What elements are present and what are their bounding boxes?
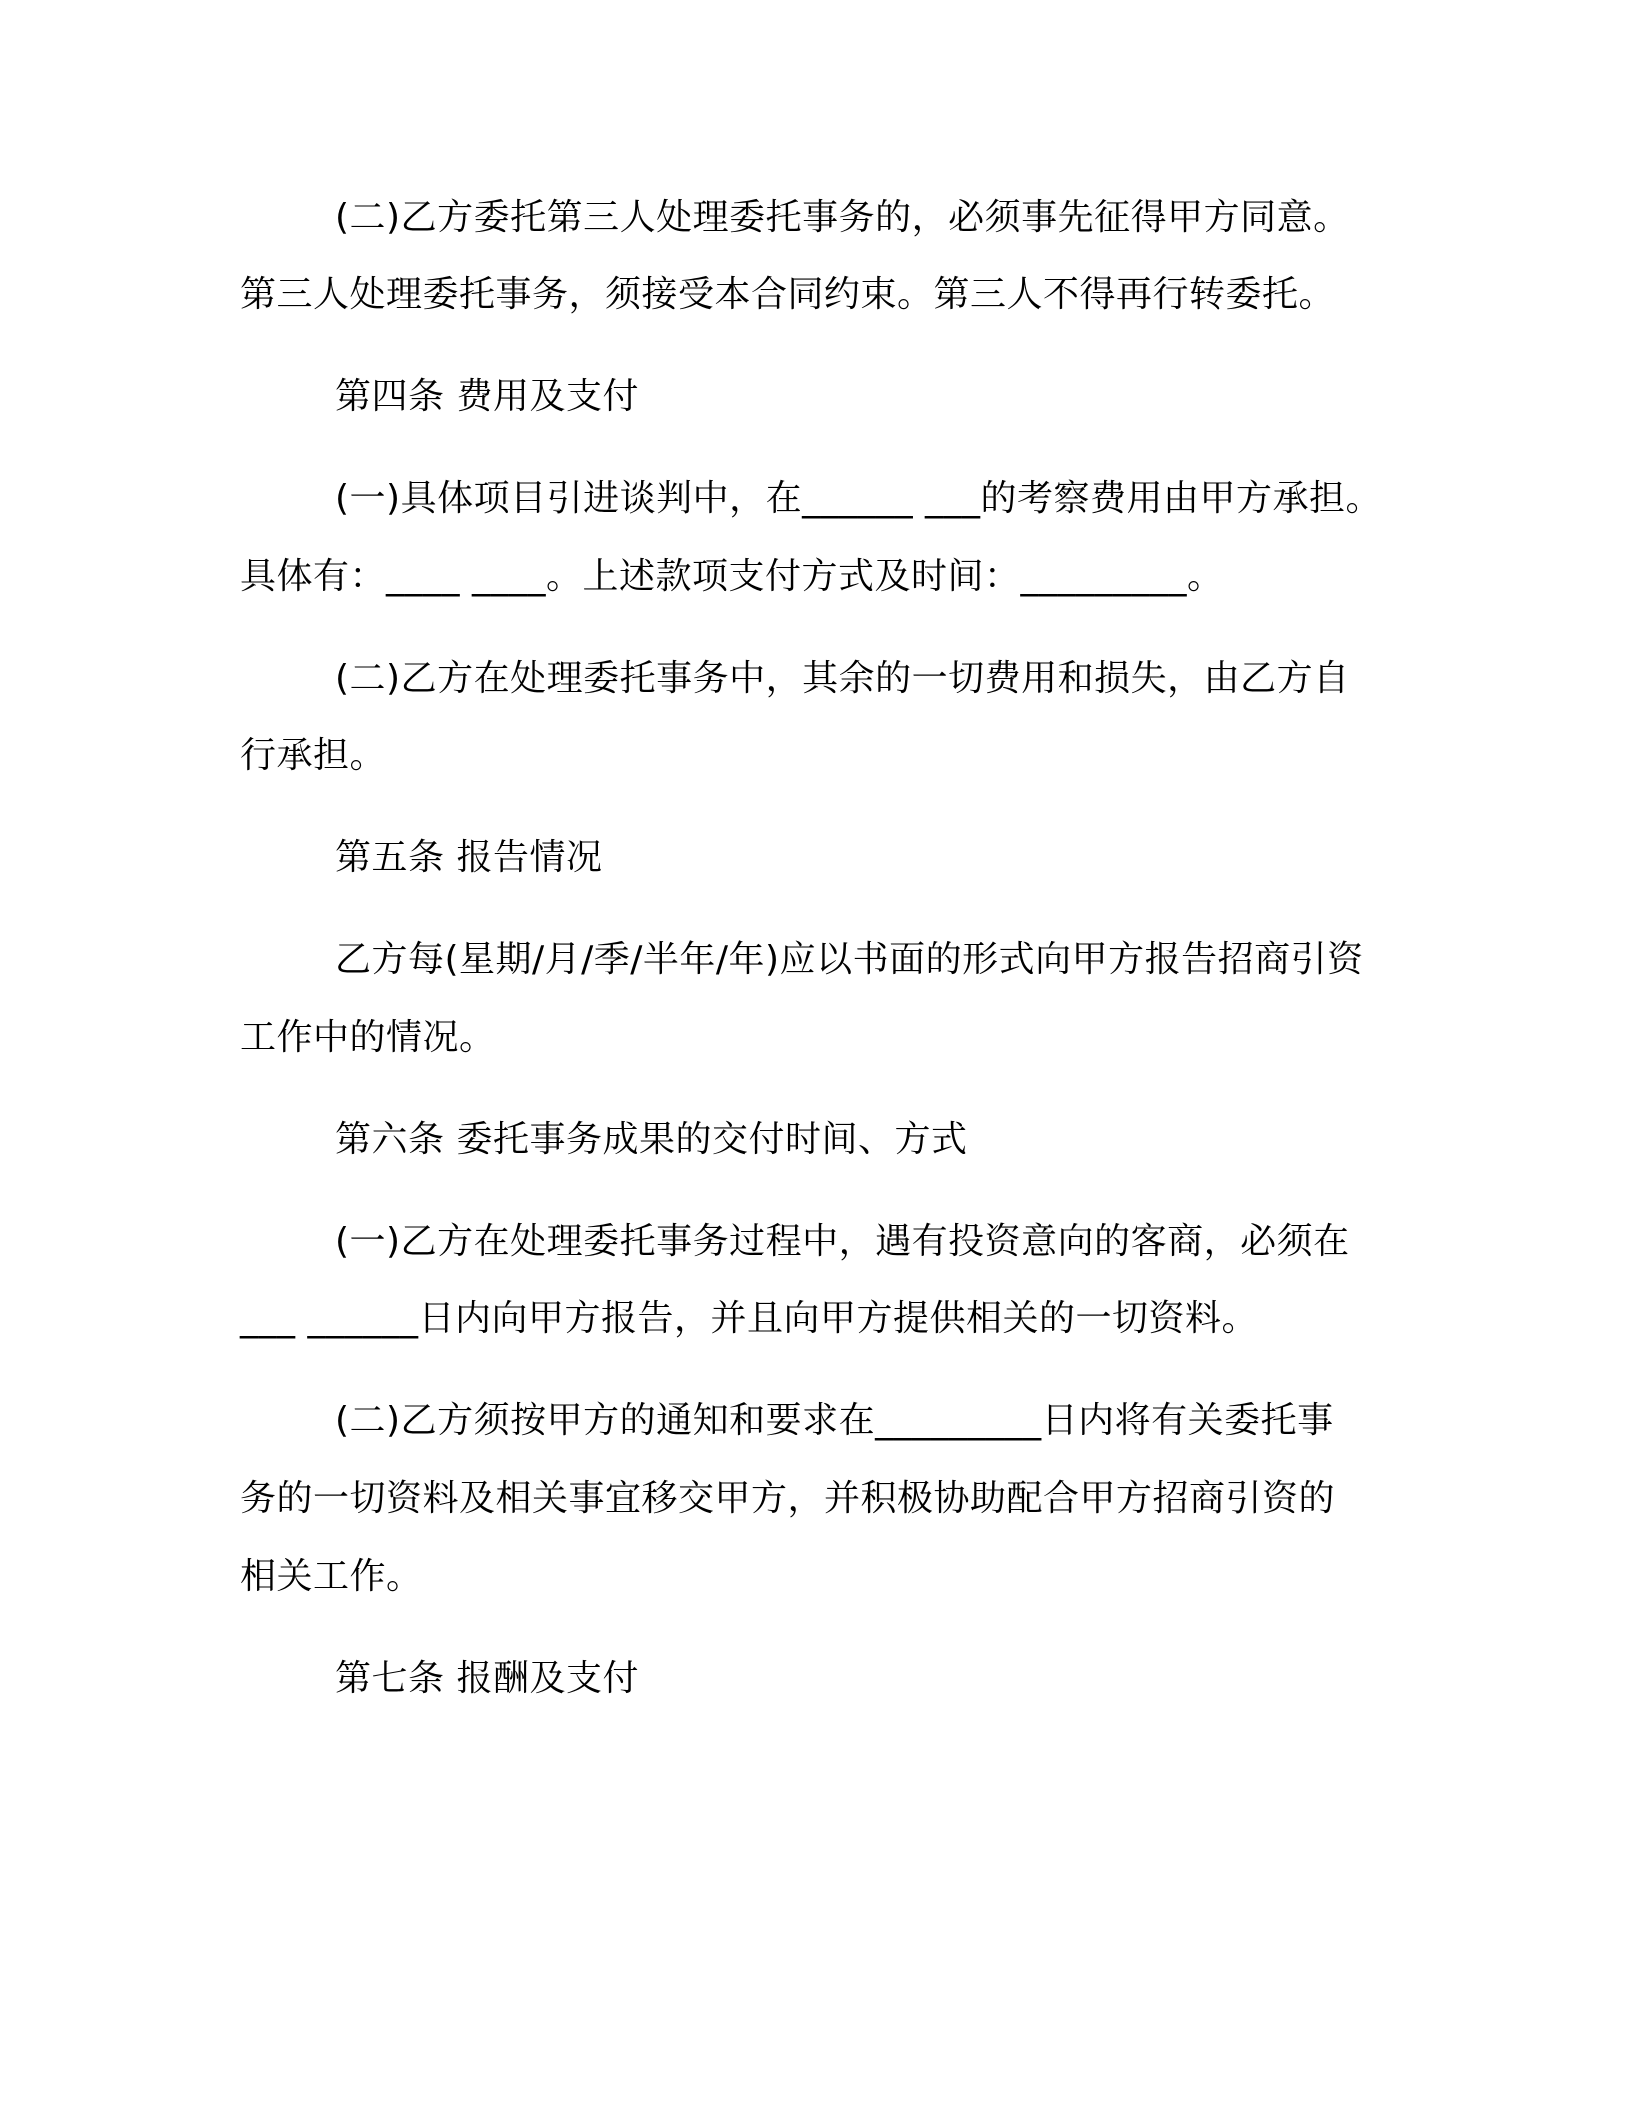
paragraph-line: 相关工作。 — [240, 1556, 423, 1597]
article-heading: 第六条 委托事务成果的交付时间、方式 — [335, 1119, 968, 1160]
paragraph-line: 务的一切资料及相关事宜移交甲方，并积极协助配合甲方招商引资的 — [240, 1478, 1336, 1519]
article-heading: 第五条 报告情况 — [335, 837, 603, 878]
paragraph-line: (一)乙方在处理委托事务过程中，遇有投资意向的客商，必须在 — [335, 1221, 1350, 1262]
paragraph-line: ___ ______日内向甲方报告，并且向甲方提供相关的一切资料。 — [240, 1298, 1258, 1339]
paragraph-line: 行承担。 — [240, 735, 387, 776]
paragraph-line: (二)乙方委托第三人处理委托事务的，必须事先征得甲方同意。 — [335, 197, 1350, 238]
paragraph-line: 工作中的情况。 — [240, 1017, 496, 1058]
article-heading: 第四条 费用及支付 — [335, 376, 639, 417]
paragraph-line: 第三人处理委托事务，须接受本合同约束。第三人不得再行转委托。 — [240, 274, 1336, 315]
paragraph-line: (二)乙方须按甲方的通知和要求在_________日内将有关委托事 — [335, 1400, 1334, 1441]
paragraph-line: 具体有：____ ____。上述款项支付方式及时间：_________。 — [240, 556, 1224, 597]
paragraph-line: (一)具体项目引进谈判中，在______ ___的考察费用由甲方承担。 — [335, 478, 1383, 519]
paragraph-line: (二)乙方在处理委托事务中，其余的一切费用和损失，由乙方自 — [335, 658, 1350, 699]
paragraph-line: 乙方每(星期/月/季/半年/年)应以书面的形式向甲方报告招商引资 — [335, 939, 1364, 980]
article-heading: 第七条 报酬及支付 — [335, 1658, 639, 1699]
